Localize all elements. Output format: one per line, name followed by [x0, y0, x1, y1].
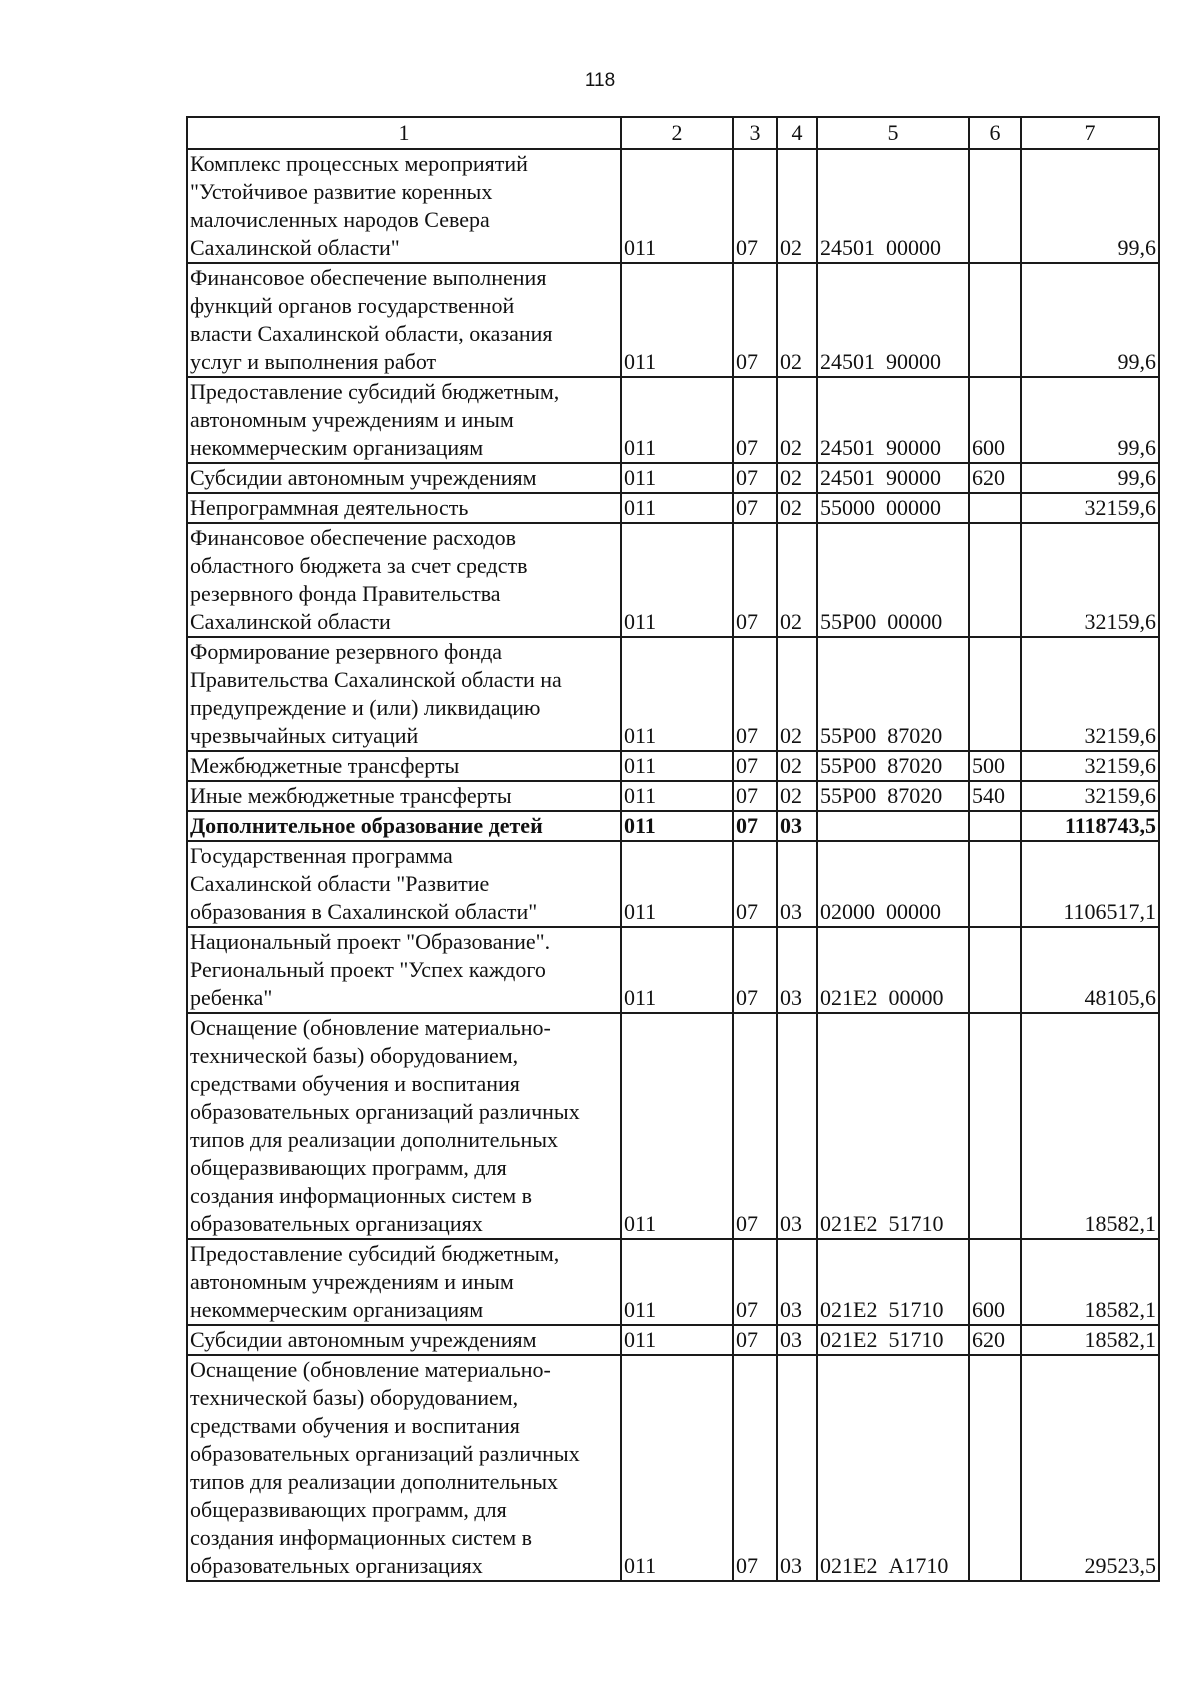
subsection-cell: 02 [777, 781, 817, 811]
amount-cell: 32159,6 [1021, 781, 1159, 811]
column-header: 2 [621, 117, 733, 149]
section-cell: 07 [733, 637, 777, 751]
section-cell: 07 [733, 377, 777, 463]
table-row [187, 1239, 1159, 1325]
target-article-cell: 021Е2 51710 [817, 1013, 969, 1239]
row-name-cell: Субсидии автономным учреждениям [187, 1325, 621, 1355]
section-cell: 07 [733, 1239, 777, 1325]
table-row [187, 1013, 1159, 1239]
expense-type-cell: 540 [969, 781, 1021, 811]
table-body [187, 149, 1159, 1581]
expense-type-cell [969, 1355, 1021, 1581]
admin-code-cell: 011 [621, 493, 733, 523]
expense-type-cell [969, 637, 1021, 751]
row-name-cell: Формирование резервного фонда Правительства Сахалинской области на предупреждение и (или) ликвидацию чрезвычайных ситуаций [187, 637, 621, 751]
column-header: 1 [187, 117, 621, 149]
table-row [187, 841, 1159, 927]
section-cell: 07 [733, 523, 777, 637]
target-article-cell: 55000 00000 [817, 493, 969, 523]
subsection-cell: 03 [777, 1013, 817, 1239]
amount-cell: 1118743,5 [1021, 811, 1159, 841]
expense-type-cell [969, 841, 1021, 927]
section-cell: 07 [733, 149, 777, 263]
admin-code-cell: 011 [621, 377, 733, 463]
expense-type-cell [969, 1013, 1021, 1239]
amount-cell: 32159,6 [1021, 751, 1159, 781]
row-name-cell: Субсидии автономным учреждениям [187, 463, 621, 493]
row-name-cell: Межбюджетные трансферты [187, 751, 621, 781]
section-cell: 07 [733, 841, 777, 927]
subsection-cell: 03 [777, 1325, 817, 1355]
section-cell: 07 [733, 751, 777, 781]
column-header: 4 [777, 117, 817, 149]
table-row [187, 493, 1159, 523]
subsection-cell: 02 [777, 751, 817, 781]
subsection-cell: 02 [777, 493, 817, 523]
amount-cell: 99,6 [1021, 149, 1159, 263]
amount-cell: 18582,1 [1021, 1325, 1159, 1355]
target-article-cell: 24501 90000 [817, 463, 969, 493]
amount-cell: 99,6 [1021, 463, 1159, 493]
amount-cell: 1106517,1 [1021, 841, 1159, 927]
section-cell: 07 [733, 263, 777, 377]
subsection-cell: 03 [777, 1355, 817, 1581]
row-name-cell: Финансовое обеспечение выполнения функций органов государственной власти Сахалинской области, оказания услуг и выполнения работ [187, 263, 621, 377]
admin-code-cell: 011 [621, 781, 733, 811]
amount-cell: 99,6 [1021, 377, 1159, 463]
subsection-cell: 02 [777, 523, 817, 637]
subsection-cell: 03 [777, 927, 817, 1013]
page-number: 118 [584, 70, 616, 91]
section-cell: 07 [733, 493, 777, 523]
amount-cell: 29523,5 [1021, 1355, 1159, 1581]
expense-type-cell [969, 523, 1021, 637]
admin-code-cell: 011 [621, 263, 733, 377]
target-article-cell: 02000 00000 [817, 841, 969, 927]
table-row [187, 927, 1159, 1013]
table-row [187, 377, 1159, 463]
amount-cell: 48105,6 [1021, 927, 1159, 1013]
table-row [187, 463, 1159, 493]
subsection-cell: 02 [777, 263, 817, 377]
row-name-cell: Комплекс процессных мероприятий "Устойчивое развитие коренных малочисленных народов Севера Сахалинской области" [187, 149, 621, 263]
section-cell: 07 [733, 781, 777, 811]
table-row [187, 1325, 1159, 1355]
table-row [187, 1355, 1159, 1581]
expense-type-cell: 600 [969, 377, 1021, 463]
admin-code-cell: 011 [621, 927, 733, 1013]
admin-code-cell: 011 [621, 1239, 733, 1325]
admin-code-cell: 011 [621, 841, 733, 927]
table-row [187, 263, 1159, 377]
column-header: 6 [969, 117, 1021, 149]
target-article-cell: 24501 00000 [817, 149, 969, 263]
target-article-cell: 55Р00 87020 [817, 781, 969, 811]
expense-type-cell: 600 [969, 1239, 1021, 1325]
admin-code-cell: 011 [621, 523, 733, 637]
subsection-cell: 02 [777, 463, 817, 493]
amount-cell: 32159,6 [1021, 637, 1159, 751]
amount-cell: 32159,6 [1021, 493, 1159, 523]
section-cell: 07 [733, 927, 777, 1013]
expense-type-cell [969, 263, 1021, 377]
section-cell: 07 [733, 811, 777, 841]
row-name-cell: Предоставление субсидий бюджетным, автономным учреждениям и иным некоммерческим организациям [187, 377, 621, 463]
subsection-cell: 02 [777, 149, 817, 263]
subsection-cell: 03 [777, 841, 817, 927]
amount-cell: 18582,1 [1021, 1239, 1159, 1325]
row-name-cell: Оснащение (обновление материально- технической базы) оборудованием, средствами обучения и воспитания образовательных организаций различных типов для реализации дополнительных общеразвивающих программ, для создания информационных систем в образовательных организациях [187, 1355, 621, 1581]
table-row [187, 751, 1159, 781]
target-article-cell: 021Е2 51710 [817, 1325, 969, 1355]
target-article-cell: 24501 90000 [817, 263, 969, 377]
table-row [187, 781, 1159, 811]
table-row [187, 811, 1159, 841]
admin-code-cell: 011 [621, 751, 733, 781]
row-name-cell: Предоставление субсидий бюджетным, автономным учреждениям и иным некоммерческим организациям [187, 1239, 621, 1325]
subsection-cell: 02 [777, 377, 817, 463]
section-cell: 07 [733, 1355, 777, 1581]
header-row [187, 117, 1159, 149]
target-article-cell: 24501 90000 [817, 377, 969, 463]
admin-code-cell: 011 [621, 811, 733, 841]
section-cell: 07 [733, 1325, 777, 1355]
target-article-cell: 021Е2 51710 [817, 1239, 969, 1325]
column-header: 7 [1021, 117, 1159, 149]
admin-code-cell: 011 [621, 463, 733, 493]
target-article-cell: 55Р00 87020 [817, 637, 969, 751]
row-name-cell: Финансовое обеспечение расходов областного бюджета за счет средств резервного фонда Правительства Сахалинской области [187, 523, 621, 637]
row-name-cell: Дополнительное образование детей [187, 811, 621, 841]
subsection-cell: 03 [777, 811, 817, 841]
row-name-cell: Непрограммная деятельность [187, 493, 621, 523]
admin-code-cell: 011 [621, 1013, 733, 1239]
section-cell: 07 [733, 463, 777, 493]
row-name-cell: Национальный проект "Образование". Региональный проект "Успех каждого ребенка" [187, 927, 621, 1013]
expense-type-cell: 620 [969, 1325, 1021, 1355]
admin-code-cell: 011 [621, 1355, 733, 1581]
target-article-cell: 021Е2 00000 [817, 927, 969, 1013]
column-header: 5 [817, 117, 969, 149]
admin-code-cell: 011 [621, 149, 733, 263]
budget-table [186, 116, 1160, 1582]
row-name-cell: Государственная программа Сахалинской области "Развитие образования в Сахалинской области" [187, 841, 621, 927]
table-row [187, 637, 1159, 751]
target-article-cell: 021Е2 А1710 [817, 1355, 969, 1581]
column-header: 3 [733, 117, 777, 149]
expense-type-cell [969, 149, 1021, 263]
table-row [187, 523, 1159, 637]
amount-cell: 32159,6 [1021, 523, 1159, 637]
admin-code-cell: 011 [621, 637, 733, 751]
admin-code-cell: 011 [621, 1325, 733, 1355]
section-cell: 07 [733, 1013, 777, 1239]
amount-cell: 18582,1 [1021, 1013, 1159, 1239]
expense-type-cell: 620 [969, 463, 1021, 493]
target-article-cell [817, 811, 969, 841]
table-row [187, 149, 1159, 263]
expense-type-cell [969, 927, 1021, 1013]
expense-type-cell [969, 493, 1021, 523]
expense-type-cell [969, 811, 1021, 841]
amount-cell: 99,6 [1021, 263, 1159, 377]
target-article-cell: 55Р00 87020 [817, 751, 969, 781]
target-article-cell: 55Р00 00000 [817, 523, 969, 637]
expense-type-cell: 500 [969, 751, 1021, 781]
row-name-cell: Иные межбюджетные трансферты [187, 781, 621, 811]
subsection-cell: 03 [777, 1239, 817, 1325]
subsection-cell: 02 [777, 637, 817, 751]
row-name-cell: Оснащение (обновление материально- технической базы) оборудованием, средствами обучения и воспитания образовательных организаций различных типов для реализации дополнительных общеразвивающих программ, для создания информационных систем в образовательных организациях [187, 1013, 621, 1239]
